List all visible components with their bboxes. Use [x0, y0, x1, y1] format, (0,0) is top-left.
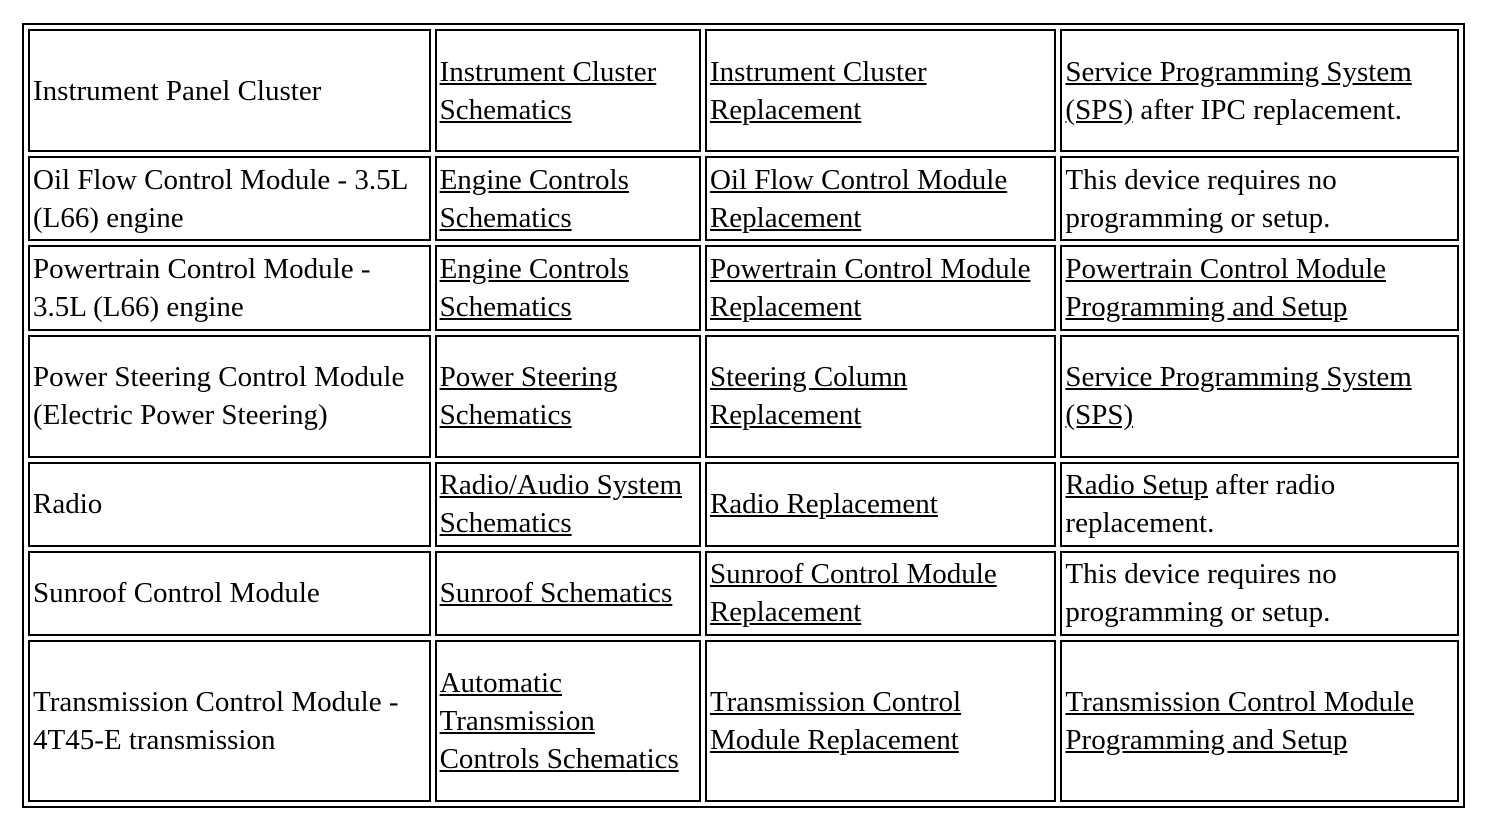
programming-text: This device requires no programming or setup. [1065, 558, 1337, 629]
schematic-link[interactable]: Radio/Audio System Schematics [439, 469, 683, 540]
device-name: Sunroof Control Module [33, 577, 320, 610]
table-row [28, 29, 1459, 152]
replacement-link[interactable]: Sunroof Control Module Replacement [709, 558, 997, 629]
table-row [28, 335, 1459, 458]
schematic-link[interactable]: Engine Controls Schematics [439, 163, 629, 234]
device-cell [28, 29, 431, 152]
programming-link[interactable]: Powertrain Control Module Programming and Setup [1065, 252, 1386, 323]
schematic-cell [435, 245, 701, 330]
replacement-cell [705, 640, 1056, 802]
table-row [28, 156, 1459, 241]
device-cell [28, 245, 431, 330]
device-name: Powertrain Control Module - 3.5L (L66) engine [33, 252, 371, 323]
replacement-link[interactable]: Radio Replacement [709, 488, 938, 521]
programming-link[interactable]: Service Programming System (SPS) [1065, 55, 1412, 126]
table-row [28, 640, 1459, 802]
programming-link[interactable]: Radio Setup [1065, 469, 1209, 502]
programming-cell [1060, 335, 1459, 458]
replacement-link[interactable]: Powertrain Control Module Replacement [709, 252, 1031, 323]
programming-cell [1060, 462, 1459, 547]
programming-text: after IPC replacement. [1133, 93, 1403, 126]
schematic-link[interactable]: Engine Controls Schematics [439, 252, 629, 323]
device-cell [28, 551, 431, 636]
schematic-cell [435, 462, 701, 547]
programming-cell [1060, 551, 1459, 636]
replacement-cell [705, 551, 1056, 636]
replacement-cell [705, 29, 1056, 152]
device-name: Instrument Panel Cluster [33, 74, 322, 107]
replacement-link[interactable]: Instrument Cluster Replacement [709, 55, 927, 126]
device-name: Power Steering Control Module (Electric Power Steering) [33, 361, 405, 432]
programming-text: This device requires no programming or setup. [1065, 163, 1337, 234]
device-name: Transmission Control Module - 4T45-E transmission [33, 686, 399, 756]
device-cell [28, 462, 431, 547]
device-table [24, 25, 1463, 806]
device-cell [28, 335, 431, 458]
programming-text: after radio replacement. [1065, 469, 1336, 540]
programming-link[interactable]: Service Programming System (SPS) [1065, 361, 1412, 432]
schematic-cell [435, 156, 701, 241]
table-row [28, 462, 1459, 547]
schematic-cell [435, 335, 701, 458]
device-cell [28, 640, 431, 802]
schematic-link[interactable]: Automatic Transmission Controls Schematics [439, 667, 679, 775]
schematic-cell [435, 551, 701, 636]
schematic-link[interactable]: Instrument Cluster Schematics [439, 55, 657, 126]
programming-cell [1060, 245, 1459, 330]
replacement-link[interactable]: Transmission Control Module Replacement [709, 686, 962, 756]
device-name: Oil Flow Control Module - 3.5L (L66) engine [33, 163, 408, 234]
programming-cell [1060, 156, 1459, 241]
programming-cell [1060, 640, 1459, 802]
replacement-cell [705, 462, 1056, 547]
device-cell [28, 156, 431, 241]
programming-link[interactable]: Transmission Control Module Programming and Setup [1065, 686, 1415, 756]
replacement-cell [705, 156, 1056, 241]
replacement-link[interactable]: Steering Column Replacement [709, 361, 908, 432]
table-row [28, 245, 1459, 330]
device-name: Radio [33, 488, 103, 521]
schematic-link[interactable]: Sunroof Schematics [439, 577, 673, 610]
schematic-cell [435, 29, 701, 152]
schematic-cell [435, 640, 701, 802]
programming-cell [1060, 29, 1459, 152]
table-row [28, 551, 1459, 636]
replacement-cell [705, 335, 1056, 458]
device-table-frame [22, 23, 1465, 808]
replacement-link[interactable]: Oil Flow Control Module Replacement [709, 163, 1008, 234]
replacement-cell [705, 245, 1056, 330]
schematic-link[interactable]: Power Steering Schematics [439, 361, 618, 432]
